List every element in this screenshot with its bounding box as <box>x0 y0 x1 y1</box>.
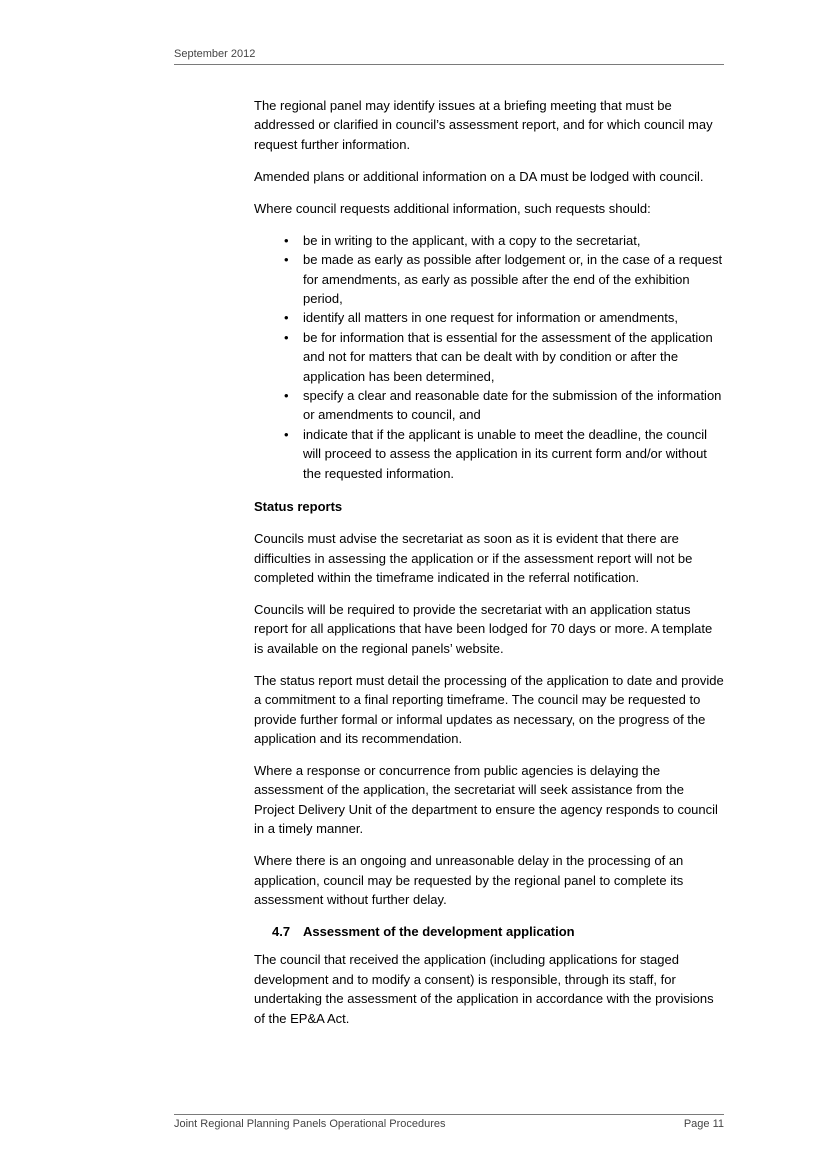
bullet-icon: • <box>284 310 289 326</box>
paragraph: Councils must advise the secretariat as soon as it is evident that there are difficulties in assessing the application or if the assessment report will not be completed within the timeframe indicated in the referral notification. <box>254 531 693 585</box>
page-header <box>174 48 724 65</box>
requirements-list <box>254 231 724 483</box>
list-item-text: be for information that is essential for the assessment of the application and not for matters that can be dealt with by condition or after the application has been determined, <box>303 329 713 384</box>
list-item <box>254 250 724 308</box>
paragraph: Where a response or concurrence from public agencies is delaying the assessment of the application, the secretariat will seek assistance from the Project Delivery Unit of the department to ensure the agency responds to council in a timely manner. <box>254 762 718 837</box>
section-title: Assessment of the development application <box>303 923 575 939</box>
section-number: 4.7 <box>272 923 291 939</box>
header-date: September 2012 <box>174 48 256 60</box>
section-heading <box>272 922 724 941</box>
paragraph: Where council requests additional information, such requests should: <box>254 200 651 216</box>
list-item-text: identify all matters in one request for information or amendments, <box>303 310 679 326</box>
paragraph: Councils will be required to provide the secretariat with an application status report for all applications that have been lodged for 70 days or more. A template is available on the regional panels’ website. <box>254 601 713 656</box>
list-item-text: be made as early as possible after lodgement or, in the case of a request for amendments, as early as possible after the end of the exhibition period, <box>303 252 723 307</box>
bullet-icon: • <box>284 252 289 268</box>
bullet-icon: • <box>284 329 289 345</box>
paragraph: Where there is an ongoing and unreasonable delay in the processing of an application, council may be requested by the regional panel to complete its assessment without further delay. <box>254 853 684 907</box>
list-item <box>254 425 724 483</box>
list-item-text: be in writing to the applicant, with a copy to the secretariat, <box>303 232 641 248</box>
footer-doc-title: Joint Regional Planning Panels Operational Procedures <box>174 1118 446 1130</box>
page-body <box>254 96 724 1041</box>
bullet-icon: • <box>284 232 289 248</box>
paragraph: The council that received the application (including applications for staged development and to modify a consent) is responsible, through its staff, for undertaking the assessment of the application in accordance with the provisions of the EP&A Act. <box>254 952 714 1026</box>
status-reports-heading: Status reports <box>254 499 343 515</box>
list-item <box>254 308 724 327</box>
footer-page-number: Page 11 <box>683 1118 724 1130</box>
list-item <box>254 328 724 386</box>
paragraph: Amended plans or additional information on a DA must be lodged with council. <box>254 168 704 184</box>
list-item <box>254 386 724 425</box>
bullet-icon: • <box>284 388 289 404</box>
paragraph: The regional panel may identify issues at a briefing meeting that must be addressed or clarified in council’s assessment report, and for which council may request further information. <box>254 98 713 152</box>
list-item <box>254 231 724 250</box>
bullet-icon: • <box>284 426 289 442</box>
page-footer <box>174 1114 724 1130</box>
list-item-text: specify a clear and reasonable date for the submission of the information or amendments to council, and <box>303 388 722 423</box>
list-item-text: indicate that if the applicant is unable to meet the deadline, the council will proceed to assess the application in its current form and/or without the requested information. <box>303 426 707 481</box>
paragraph: The status report must detail the processing of the application to date and provide a commitment to a final reporting timeframe. The council may be requested to provide further formal or informal updates as necessary, on the progress of the application and its recommendation. <box>254 672 724 746</box>
